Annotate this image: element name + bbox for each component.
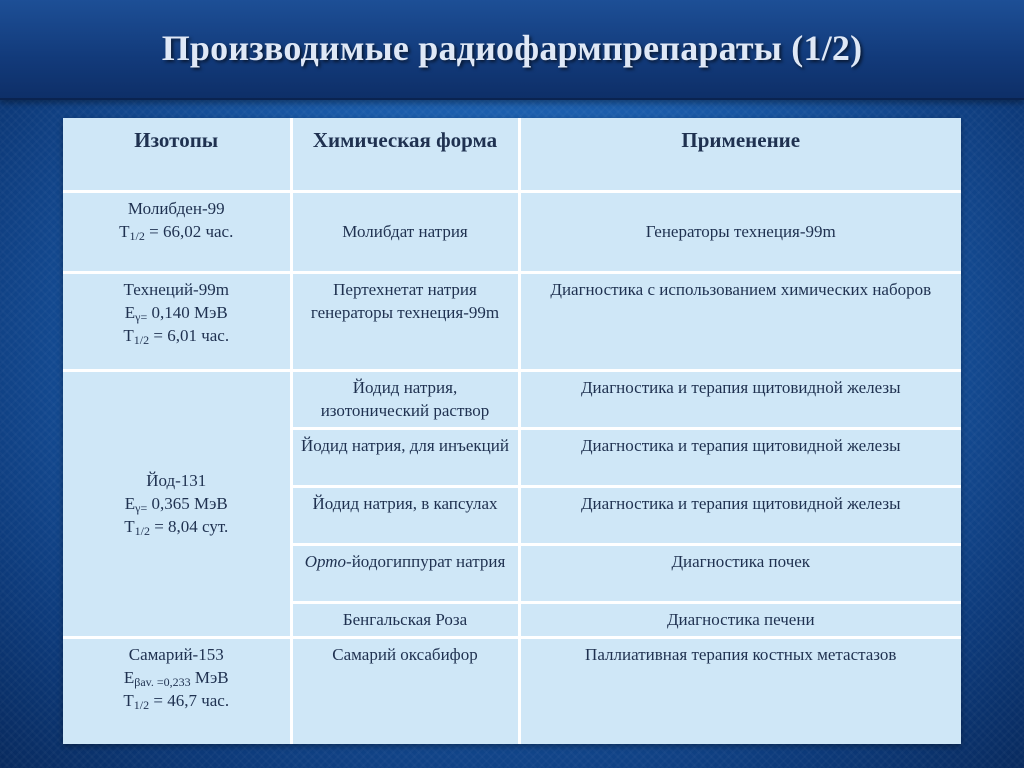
radiopharmaceuticals-table-container — [63, 118, 961, 744]
slide-title: Производимые радиофармпрепараты (1/2) — [161, 28, 863, 68]
half-life: $T_{1/2} = 66,02$ час. — [119, 221, 234, 243]
isotope-cell-technetium — [63, 272, 291, 370]
title-bar — [0, 0, 1024, 100]
ortho-prefix: Орто — [304, 551, 347, 571]
chemical-form-cell: Пертехнетат натрия генераторы технеция-99m — [291, 272, 519, 370]
isotope-cell-molybdenum — [63, 191, 291, 272]
table-header-row — [63, 118, 961, 191]
header-application: Применение — [519, 118, 961, 191]
table-row-molybdenum — [63, 191, 961, 272]
application-cell: Паллиативная терапия костных метастазов — [519, 637, 961, 744]
application-cell: Диагностика и терапия щитовидной железы — [519, 370, 961, 428]
isotope-name: Самарий-153 — [128, 644, 224, 664]
radiopharmaceuticals-table — [63, 118, 961, 744]
half-life: $T_{1/2} = 6,01$ час. — [123, 325, 230, 347]
isotope-name: Молибден-99 — [127, 198, 225, 218]
chemical-form-cell: Молибдат натрия — [291, 191, 519, 272]
chemical-form-text: -йодогиппурат натрия — [346, 551, 506, 571]
gamma-energy: $E_{\gamma=}$ 0,365 МэВ — [124, 494, 228, 515]
chemical-form-cell: Йодид натрия, в капсулах — [291, 486, 519, 544]
header-chemical-form: Химическая форма — [291, 118, 519, 191]
isotope-name: Технеций-99m — [123, 279, 229, 299]
isotope-cell-samarium — [63, 637, 291, 744]
gamma-energy: $E_{\gamma=}$ 0,140 МэВ — [124, 302, 228, 324]
application-cell: Диагностика и терапия щитовидной железы — [519, 486, 961, 544]
header-isotopes: Изотопы — [63, 118, 291, 191]
half-life: $T_{1/2} = 46,7$ час. — [123, 690, 230, 712]
beta-energy: $E_{\beta av. =0,233}$ МэВ — [123, 667, 229, 689]
table-row-iodine — [63, 370, 961, 428]
isotope-name: Йод-131 — [146, 471, 207, 490]
isotope-cell-iodine — [63, 370, 291, 637]
chemical-form-cell: Йодид натрия, для инъекций — [291, 428, 519, 486]
chemical-form-cell — [291, 544, 519, 602]
chemical-form-cell: Самарий оксабифор — [291, 637, 519, 744]
half-life: $T_{1/2} = 8,04$ сут. — [124, 517, 229, 538]
application-cell: Генераторы технеция-99m — [519, 191, 961, 272]
application-cell: Диагностика почек — [519, 544, 961, 602]
application-cell: Диагностика и терапия щитовидной железы — [519, 428, 961, 486]
application-cell: Диагностика с использованием химических наборов — [519, 272, 961, 370]
application-cell: Диагностика печени — [519, 602, 961, 637]
table-row-technetium — [63, 272, 961, 370]
table-row-samarium — [63, 637, 961, 744]
chemical-form-cell: Йодид натрия, изотонический раствор — [291, 370, 519, 428]
chemical-form-cell: Бенгальская Роза — [291, 602, 519, 637]
